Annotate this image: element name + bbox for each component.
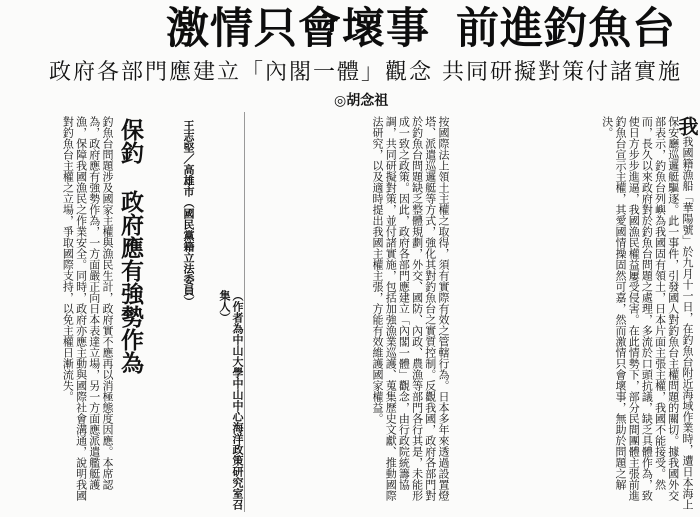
headline — [166, 4, 676, 54]
article-text-right: 我國籍漁船「華陽號」於九月十一日，在釣魚台附近海域作業時，遭日本海上保安廳巡邏艇驅逐。此一事件，引發國人對釣魚台主權問題的關切。據我國外交部表示，釣魚台列嶼為我國固有領土，日本片面主張主權，我國不能接受。然而，長久以來政府對於釣魚台問題之處理，多流於口頭抗議，缺乏具體作為，致使日方步步進逼，我國漁民權益屢受侵害。在此情勢下，部分民間團體主張前進釣魚台宣示主權，其愛國情操固然可嘉，然而激情只會壞事，無助於問題之解決。 — [600, 116, 694, 510]
author-credit: （作者為中山大學中山中心海洋政策研究室召集人） — [218, 290, 244, 510]
headline-right: 前進釣魚台 — [456, 4, 676, 54]
headline-left: 激情只會壞事 — [166, 4, 430, 54]
sidebar-title: 保釣 政府應有強勢作為 — [117, 118, 143, 374]
byline: ◎胡念祖 — [334, 93, 389, 109]
drop-cap: 我 — [675, 116, 699, 136]
sidebar-author: 王志堅／高雄市（國民黨籍立法委員） — [182, 120, 195, 307]
article-column-right — [464, 116, 699, 511]
subheadline: 政府各部門應建立「內閣一體」觀念 共同研擬對策付諸實施 — [49, 60, 682, 85]
column-divider — [244, 112, 245, 512]
article-column-left: 釣魚台問題涉及國家主權與漁民生計，政府實不應再以消極態度因應。本席認為，政府應有強勢作為，一方面嚴正向日本表達立場，另一方面應派遣艦艇護漁，保障我國漁民之作業安全。同時，政府亦應主動與國際社會溝通，說明我國對釣魚台主權之立場，爭取國際支持，以免主權日漸流失。 — [61, 116, 114, 501]
article-column-middle: 按國際法上領土主權之取得，須有實際有效之管轄行為。日本多年來透過設置燈塔、派遣巡邏艇等方式，強化其對釣魚台之實質控制。反觀我國，政府各部門對於釣魚台問題缺乏整體規劃，外交、國防、內政、農漁等部門各行其是，未能形成一致之政策。因此，政府各部門應建立「內閣一體」觀念，由行政院統籌協調，共同研擬對策，並付諸實施，包括加強漁業巡護、蒐集歷史文獻、推動國際法研究，以及適時提出我國主權主張，方能有效維護國家權益。 — [370, 116, 450, 501]
author-name: 胡念祖 — [346, 93, 389, 109]
